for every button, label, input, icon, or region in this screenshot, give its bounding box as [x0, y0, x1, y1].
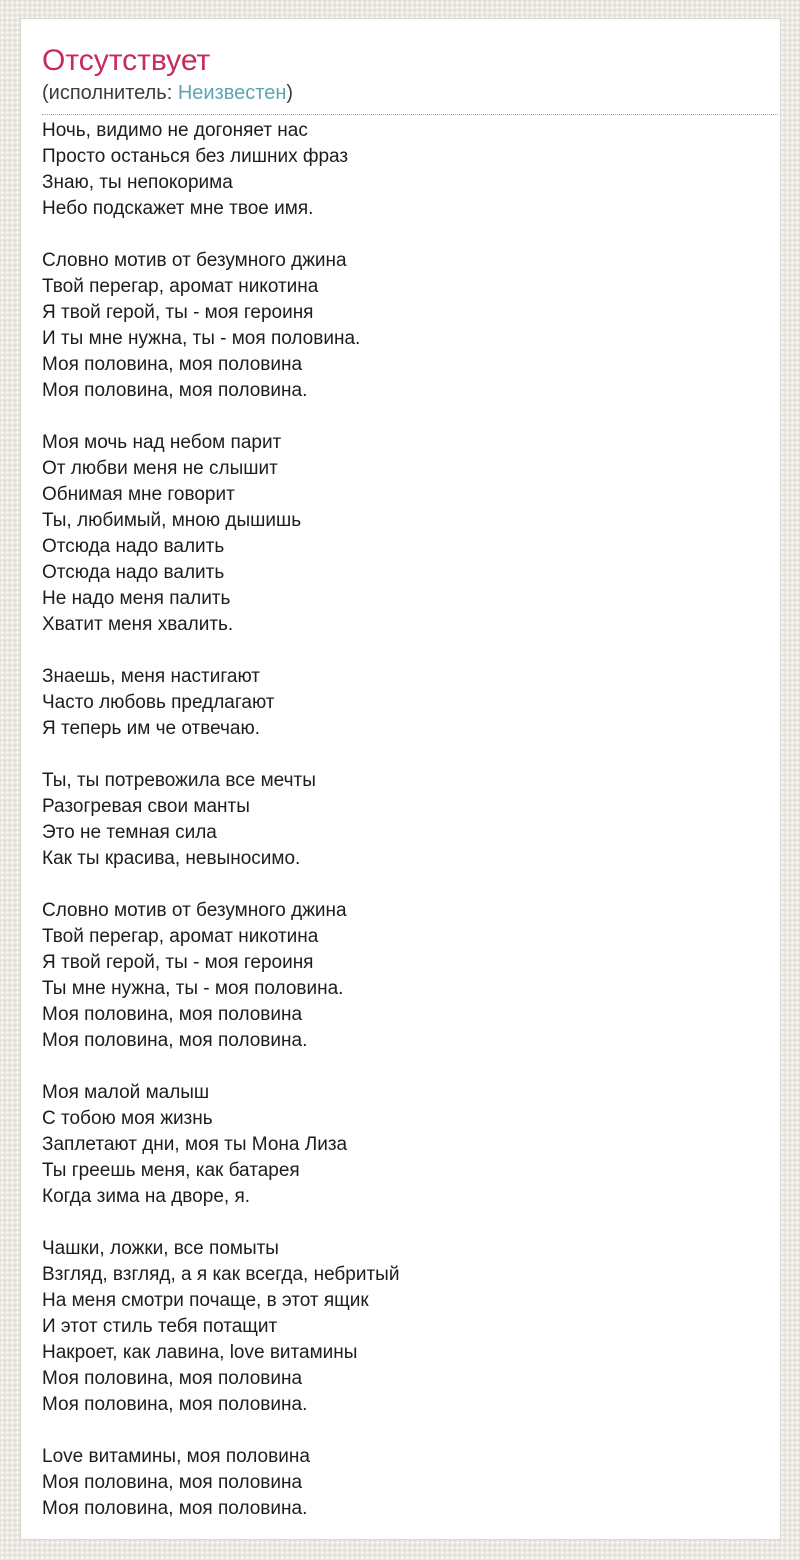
lyric-line: Моя половина, моя половина.	[42, 380, 308, 401]
lyrics	[42, 118, 778, 1522]
stanza	[42, 768, 759, 872]
lyric-line: На меня смотри почаще, в этот ящик	[42, 1290, 369, 1311]
artist-label: (исполнитель:	[42, 82, 178, 104]
lyric-line: Ты, любимый, мною дышишь	[42, 510, 302, 531]
stanza	[42, 118, 759, 222]
lyric-line: Заплетают дни, моя ты Мона Лиза	[42, 1134, 348, 1155]
stanza	[42, 1444, 759, 1522]
lyric-line: Моя половина, моя половина.	[42, 1394, 308, 1415]
lyric-line: Как ты красива, невыносимо.	[42, 848, 301, 869]
lyric-line: Хватит меня хвалить.	[42, 614, 234, 635]
lyric-line: Моя малой малыш	[42, 1082, 210, 1103]
lyric-line: Ты греешь меня, как батарея	[42, 1160, 300, 1181]
stanza	[42, 1080, 759, 1210]
stanza	[42, 898, 759, 1054]
artist-label-suffix: )	[286, 82, 294, 104]
stanza	[42, 664, 759, 742]
lyric-line: От любви меня не слышит	[42, 458, 278, 479]
lyric-line: Обнимая мне говорит	[42, 484, 235, 505]
lyric-line: Моя мочь над небом парит	[42, 432, 282, 453]
lyric-line: Когда зима на дворе, я.	[42, 1186, 251, 1207]
lyric-line: Знаешь, меня настигают	[42, 666, 260, 687]
lyric-line: Разогревая свои манты	[42, 796, 250, 817]
lyric-line: Словно мотив от безумного джина	[42, 900, 347, 921]
lyric-line: Ночь, видимо не догоняет нас	[42, 120, 308, 141]
lyric-line: Love витамины, моя половина	[42, 1446, 310, 1467]
lyric-line: Небо подскажет мне твое имя.	[42, 198, 314, 219]
lyric-line: Отсюда надо валить	[42, 562, 225, 583]
lyric-line: Накроет, как лавина, love витамины	[42, 1342, 358, 1363]
lyric-line: И ты мне нужна, ты - моя половина.	[42, 328, 361, 349]
lyric-line: Я твой герой, ты - моя героиня	[42, 952, 314, 973]
lyric-line: Взгляд, взгляд, а я как всегда, небритый	[42, 1264, 400, 1285]
lyric-line: Моя половина, моя половина	[42, 354, 303, 375]
lyric-line: Моя половина, моя половина.	[42, 1498, 308, 1519]
lyric-line: Моя половина, моя половина	[42, 1472, 303, 1493]
lyric-line: Часто любовь предлагают	[42, 692, 275, 713]
lyric-line: Знаю, ты непокорима	[42, 172, 233, 193]
lyric-line: Я теперь им че отвечаю.	[42, 718, 261, 739]
lyric-line: Моя половина, моя половина.	[42, 1030, 308, 1051]
lyric-line: Моя половина, моя половина	[42, 1004, 303, 1025]
artist-link[interactable]: Неизвестен	[177, 82, 287, 104]
song-title: Отсутствует	[42, 44, 211, 77]
lyric-line: Словно мотив от безумного джина	[42, 250, 347, 271]
lyric-line: Чашки, ложки, все помыты	[42, 1238, 279, 1259]
stanza	[42, 430, 759, 638]
artist-line	[42, 81, 778, 115]
lyric-line: Моя половина, моя половина	[42, 1368, 303, 1389]
lyric-line: Отсюда надо валить	[42, 536, 225, 557]
stanza	[42, 1236, 759, 1418]
lyric-line: Не надо меня палить	[42, 588, 231, 609]
lyric-line: С тобою моя жизнь	[42, 1108, 213, 1129]
lyric-line: Ты мне нужна, ты - моя половина.	[42, 978, 344, 999]
lyric-line: Твой перегар, аромат никотина	[42, 276, 319, 297]
lyric-line: И этот стиль тебя потащит	[42, 1316, 278, 1337]
lyric-line: Твой перегар, аромат никотина	[42, 926, 319, 947]
lyric-line: Просто останься без лишних фраз	[42, 146, 349, 167]
stanza	[42, 248, 759, 404]
lyric-line: Ты, ты потревожила все мечты	[42, 770, 316, 791]
lyric-line: Это не темная сила	[42, 822, 217, 843]
lyrics-panel	[20, 18, 781, 1540]
lyric-line: Я твой герой, ты - моя героиня	[42, 302, 314, 323]
